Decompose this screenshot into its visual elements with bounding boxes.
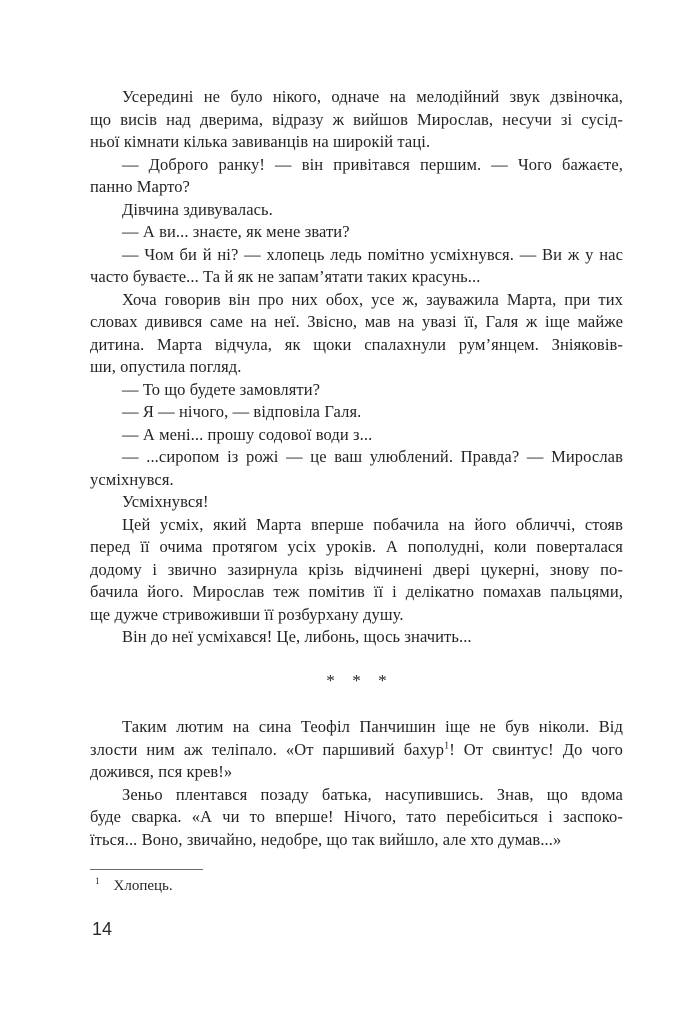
text-line: — А ви... знаєте, як мене звати? bbox=[122, 222, 350, 241]
text-line: — Чом би й ні? — хлопець ледь помітно усміхнувся. — Ви ж у нас bbox=[122, 244, 623, 264]
text-line: панно Марто? bbox=[90, 177, 190, 196]
text-line: злости ним аж теліпало. «От паршивий бахур$^1$! От свинтус! До чого bbox=[90, 739, 623, 759]
footnote bbox=[90, 877, 623, 896]
text-line: часто буваєте... Та й як не запам’ятати таких красунь... bbox=[90, 267, 481, 286]
text-line: Він до неї усміхався! Це, либонь, щось значить... bbox=[122, 627, 472, 646]
asterisk-divider: * * * bbox=[326, 671, 387, 690]
footnote-reference: 1 bbox=[444, 740, 450, 751]
story-section-confectionery bbox=[90, 86, 623, 649]
story-section-panchyshyn bbox=[90, 716, 623, 851]
text-line: Цей усміх, який Марта вперше побачила на його обличчі, стояв bbox=[122, 514, 623, 534]
text-line: дожився, пся крев!» bbox=[90, 762, 233, 781]
text-line: — То що будете замовляти? bbox=[122, 379, 321, 399]
footnote-marker: 1 bbox=[95, 876, 100, 886]
footnote-text: Хлопець. bbox=[113, 878, 173, 894]
text-line: перед її очима протягом усіх уроків. А пополудні, коли поверталася bbox=[90, 537, 623, 556]
page-text-block bbox=[90, 86, 623, 851]
text-line: — ...сиропом із рожі — це ваш улюблений. Правда? — Мирослав bbox=[122, 447, 623, 466]
text-line: — Доброго ранку! — він привітався першим. — Чого бажаєте, bbox=[122, 154, 623, 174]
text-line: Дівчина здивувалась. bbox=[122, 199, 273, 219]
footnote-area bbox=[90, 869, 623, 896]
text-line: Зеньо плентався позаду батька, насупившись. Знав, що вдома bbox=[122, 784, 623, 804]
text-line: словах дивився саме на неї. Звісно, мав на увазі її, Галя ж іще майже bbox=[90, 312, 623, 331]
text-line: Усміхнувся! bbox=[122, 492, 209, 511]
scene-separator bbox=[90, 671, 623, 716]
text-line: Хоча говорив він про них обох, усе ж, зауважила Марта, при тих bbox=[122, 289, 623, 309]
text-line: дитина. Марта відчула, як щоки спалахнули рум’янцем. Зніяковів- bbox=[90, 334, 623, 354]
footnote-divider bbox=[90, 869, 203, 870]
text-line: ши, опустила погляд. bbox=[90, 357, 242, 376]
text-line: усміхнувся. bbox=[90, 469, 174, 489]
page-number: 14 bbox=[92, 919, 113, 939]
text-line: буде сварка. «А чи то вперше! Нічого, тато перебіситься і заспоко- bbox=[90, 807, 623, 826]
text-line: — А мені... прошу содової води з... bbox=[122, 424, 373, 444]
text-line: що висів над дверима, відразу ж вийшов Мирослав, несучи зі сусід- bbox=[90, 109, 623, 129]
text-line: — Я — нічого, — відповіла Галя. bbox=[122, 402, 362, 421]
text-line: Таким лютим на сина Теофіл Панчишин іще не був ніколи. Від bbox=[122, 717, 623, 736]
text-line: бачила його. Мирослав теж помітив її і делікатно помахав пальцями, bbox=[90, 582, 623, 601]
text-line: Усередині не було нікого, одначе на мелодійний звук дзвіночка, bbox=[122, 87, 623, 106]
text-line: ще дужче стривоживши її розбурхану душу. bbox=[90, 604, 404, 624]
text-line: їться... Воно, звичайно, недобре, що так вийшло, але хто думав...» bbox=[90, 829, 562, 849]
text-line: ньої кімнати кілька завиванців на широкій таці. bbox=[90, 132, 431, 151]
text-line: додому і звично зазирнула крізь відчинені двері цукерні, знову по- bbox=[90, 559, 623, 579]
